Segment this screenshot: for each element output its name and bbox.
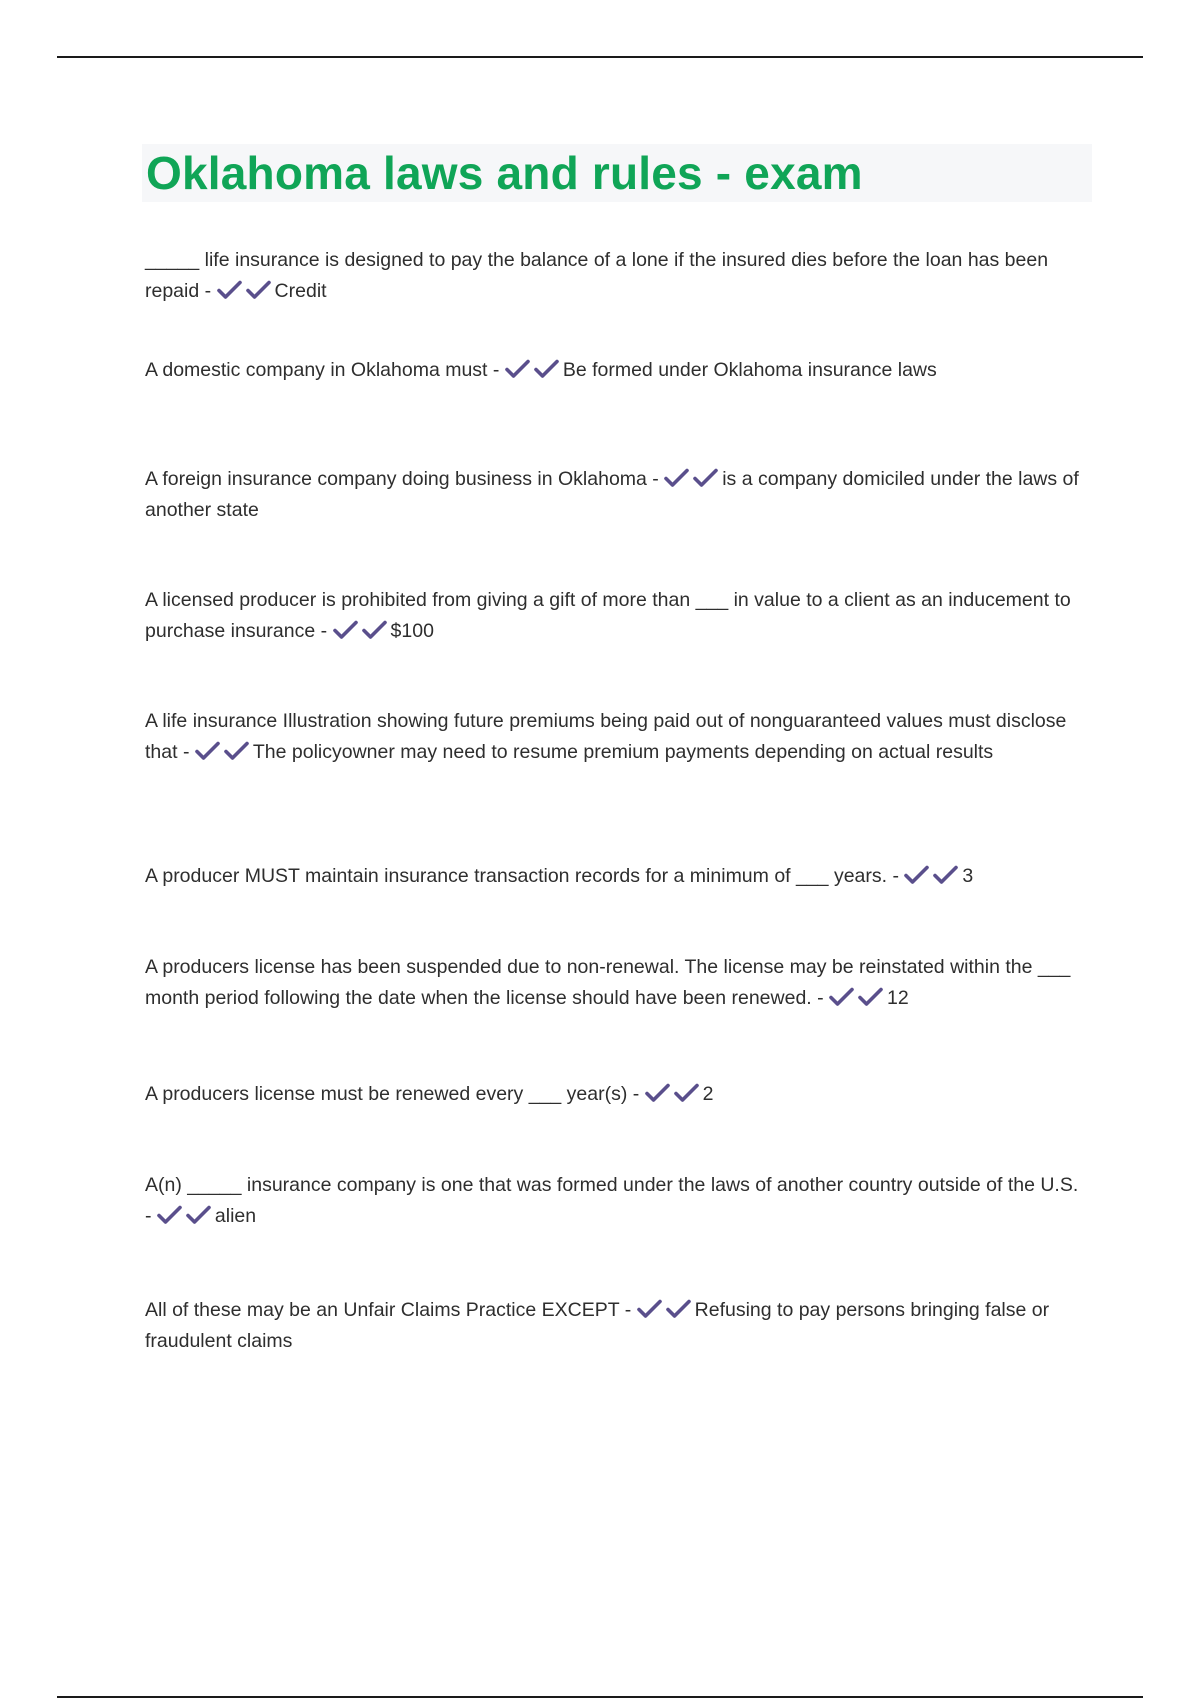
question-text: A(n) _____ insurance company is one that was formed under the laws of another country outside of the U.S. - — [145, 1174, 1079, 1227]
check-icon — [195, 741, 221, 761]
answer-text: 2 — [702, 1083, 714, 1105]
qa-item — [145, 585, 1090, 647]
question-text: A licensed producer is prohibited from giving a gift of more than ___ in value to a client as an inducement to purchase insurance - — [145, 589, 1071, 642]
answer-text: $100 — [390, 620, 434, 642]
answer-text: 3 — [962, 865, 974, 887]
check-icon — [333, 620, 359, 640]
qa-item — [145, 1295, 1090, 1357]
check-icon — [186, 1205, 212, 1225]
qa-item — [145, 464, 1090, 526]
answer-text: Refusing to pay persons bringing false or fraudulent claims — [145, 1299, 1050, 1352]
question-text: All of these may be an Unfair Claims Practice EXCEPT - — [145, 1299, 632, 1321]
qa-item — [145, 355, 1090, 386]
check-icon — [666, 1299, 692, 1319]
title-band — [142, 144, 1092, 202]
check-icon — [246, 280, 272, 300]
qa-item — [145, 1170, 1090, 1232]
check-icon — [505, 359, 531, 379]
question-text: A producers license must be renewed every ___ year(s) - — [145, 1083, 640, 1105]
check-icon — [933, 865, 959, 885]
check-icon — [224, 741, 250, 761]
question-text: A producer MUST maintain insurance transaction records for a minimum of ___ years. - — [145, 865, 899, 887]
answer-text: alien — [214, 1205, 257, 1227]
check-icon — [829, 987, 855, 1007]
check-icon — [664, 468, 690, 488]
qa-item — [145, 1079, 1090, 1110]
question-text: A domestic company in Oklahoma must - — [145, 359, 500, 381]
page-title: Oklahoma laws and rules - exam — [146, 147, 863, 199]
check-icon — [217, 280, 243, 300]
question-text: A foreign insurance company doing business in Oklahoma - — [145, 468, 659, 490]
check-icon — [534, 359, 560, 379]
answer-text: Be formed under Oklahoma insurance laws — [562, 359, 937, 381]
question-text: _____ life insurance is designed to pay the balance of a lone if the insured dies before the loan has been repaid - — [145, 249, 1049, 302]
answer-text: The policyowner may need to resume premium payments depending on actual results — [252, 741, 994, 763]
answer-text: 12 — [887, 987, 909, 1009]
answer-text: is a company domiciled under the laws of another state — [145, 468, 1079, 521]
check-icon — [362, 620, 388, 640]
check-icon — [858, 987, 884, 1007]
check-icon — [157, 1205, 183, 1225]
check-icon — [904, 865, 930, 885]
qa-item — [145, 952, 1090, 1014]
question-text: A producers license has been suspended due to non-renewal. The license may be reinstated within the ___ month period following the date when the license should have been renewed. - — [145, 956, 1071, 1009]
question-text: A life insurance Illustration showing future premiums being paid out of nonguaranteed values must disclose that - — [145, 710, 1067, 763]
check-icon — [645, 1083, 671, 1103]
answer-text: Credit — [274, 280, 327, 302]
check-icon — [693, 468, 719, 488]
qa-item — [145, 245, 1090, 307]
check-icon — [674, 1083, 700, 1103]
check-icon — [637, 1299, 663, 1319]
bottom-rule — [57, 1696, 1143, 1698]
top-rule — [57, 56, 1143, 58]
qa-item — [145, 861, 1090, 892]
qa-item — [145, 706, 1090, 768]
